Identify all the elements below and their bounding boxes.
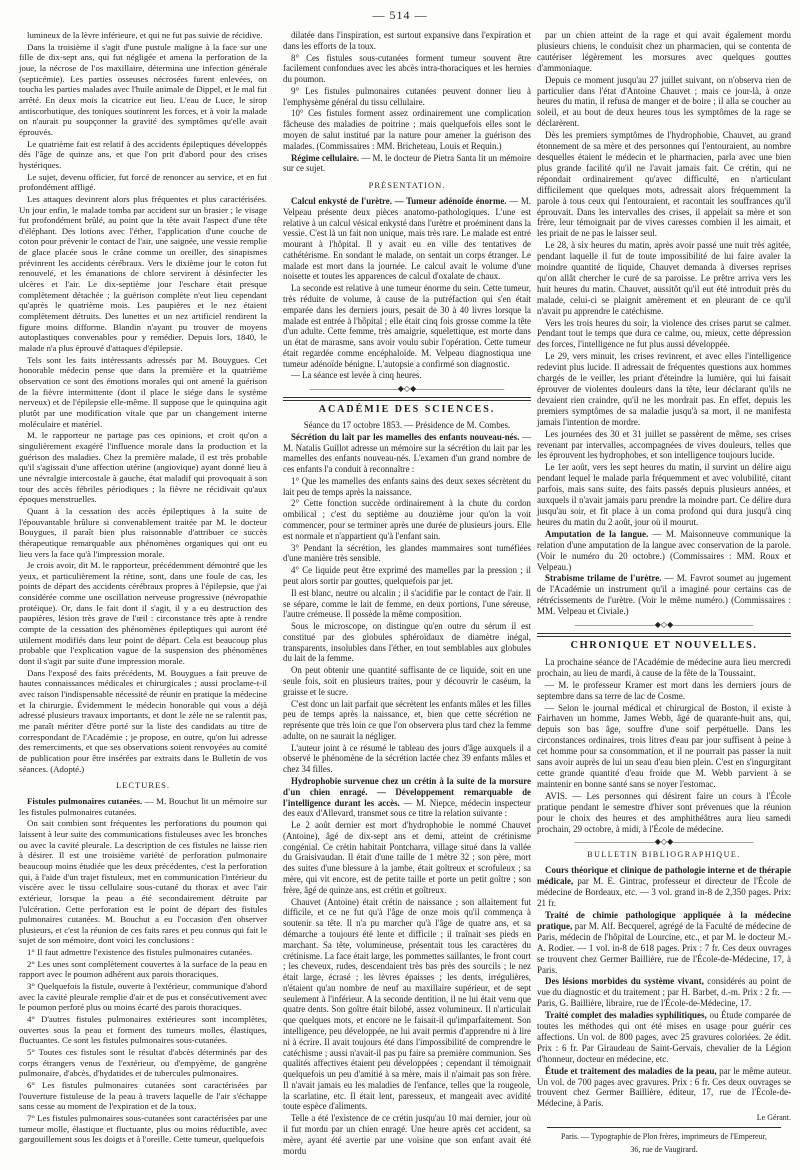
paragraph: 5° Toutes ces fistules sont le résultat d'abcès déterminés par des corps étrangers venus de l'extérieur, ou d'empyème, de gangrène pulmonaire, d'abcès, d'hydatides et de tubercules pulmonaires. xyxy=(19,1047,267,1079)
paragraph: Fistules pulmonaires cutanées. — M. Bouchut lit un mémoire sur les fistules pulmonaires cutanées. xyxy=(19,795,267,817)
biblio-entry: Étude et traitement des maladies de la peau, par le même auteur. Un vol. de 700 pages avec gravures. Prix : 6 fr. Ces deux ouvrages se trouvent chez Germer Baillière, éditeur, 17, rue de l'École-de-Médecine, à Paris. xyxy=(537,1065,792,1109)
paragraph: Dans l'exposé des faits précédents, M. Bouygues a fait preuve de hautes connaissances médicales et chirurgicales ; aussi proclame-t-il avec raison l'indispensable nécessité de réunir en pratique la médecine et la chirurgie. Évidemment le médecin honorable qui vous a déjà adressé plusieurs travaux importants, et dont le zèle ne se ralentit pas, me paraît mériter d'être porté sur la liste des candidats au titre de correspondant de l'Académie ; je propose, en outre, qu'on lui adresse des remerciments, et que ses observations soient renvoyées au comité de publication pour être insérées par extraits dans le Bulletin de vos séances. (Adopté.) xyxy=(19,667,267,774)
paragraph: 6° Les fistules pulmonaires cutanées sont caractérisées par l'ouverture fistuleuse de la peau à travers laquelle de l'air s'échappe sans cesse au moment de l'expiration et de la toux. xyxy=(19,1080,267,1112)
paragraph: Dès les premiers symptômes de l'hydrophobie, Chauvet, au grand étonnement de sa mère et des personnes qui l'entouraient, au nombre desquelles étaient le médecin et le pharmacien, parla avec une bien plus grande facilité qu'il ne l'avait jamais fait. Ce crétin, qui ne répondait ordinairement qu'avec difficulté, en n'articulant difficilement que quelques mots, adressait alors fréquemment la parole à tous ceux qui l'entouraient, et racontait les souffrances qu'il éprouvait. Dans les intervalles des crises, il appelait sa mère et son frère, leur témoignait par de vives caresses combien il les aimait, et les priait de ne pas le laisser seul. xyxy=(537,130,791,239)
paragraph: Le sujet, devenu officier, fut forcé de renoncer au service, et en fut profondément affligé. xyxy=(19,171,267,193)
paragraph: C'est donc un lait parfait que sécrètent les enfants mâles et les filles peu de temps après la naissance, et, bien que cette sécrétion ne représente que très loin ce que l'on observera plus tard chez la femme adulte, on ne saurait la négliger. xyxy=(283,698,531,741)
paragraph: L'auteur joint à ce résumé le tableau des jours d'âge auxquels il a observé le phénomène de la sécrétion lactée chez 39 enfants mâles et chez 34 filles. xyxy=(283,742,531,775)
paragraph: 10° Ces fistules forment assez ordinairement une complication fâcheuse des maladies de poitrine ; mais quelquefois elles sont le moyen de salut institué par la nature pour amener la guérison des malades. (Commissaires : MM. Bricheteau, Louis et Requin.) xyxy=(283,108,531,151)
secretion-paragraph: Sécrétion du lait par les mamelles des enfants nouveau-nés. — M. Natalis Guillot adresse un mémoire sur la sécrétion du lait par les mamelles des enfants nouveau-nés. L'examen d'un grand nombre de ces enfants l'a conduit à reconnaître : xyxy=(283,431,531,475)
paragraph: M. le rapporteur ne partage pas ces opinions, et croit qu'on a singulièrement exagéré l'influence morale dans la production et la guérison des maladies. Chez la première malade, il est très probable qu'il s'agissait d'une affection utérine (angiovique) ayant donné lieu à une névralgie intercostale à gauche, état maladif qui provoquait à son tour des accès fébriles périodiques ; la fièvre ne récidivait qu'aux époques menstruelles. xyxy=(19,430,267,505)
report-paragraphs xyxy=(19,30,267,774)
lectures-heading: LECTURES. xyxy=(115,780,171,791)
paragraph: 1° Que les mamelles des enfants sains des deux sexes sécrètent du lait peu de temps après la naissance. xyxy=(283,475,531,497)
paragraph: On peut obtenir une quantité suffisante de ce liquide, soit en une seule fois, soit en plusieurs traites, pour y découvrir le caséum, la graisse et le sucre. xyxy=(283,665,531,697)
biblio-heading: BULLETIN BIBLIOGRAPHIQUE. xyxy=(587,850,741,860)
paragraph: La prochaine séance de l'Académie de médecine aura lieu mercredi prochain, au lieu de mardi, à cause de la fête de la Toussaint. xyxy=(537,656,791,678)
paragraph: 3° Pendant la sécrétion, les glandes mammaires sont tuméfiées d'une manière très sensible. xyxy=(283,542,531,564)
paragraph: Le 2 août dernier est mort d'hydrophobie le nommé Chauvet (Antoine), âgé de dix-sept ans et demi, atteint de crétinisme congénial. Ce crétin habitait Pontcharra, village situé dans la vallée du Graisivaudan. Il était d'une taille de 1 mètre 32 ; son père, mort des suites d'une blessure à la jambe, était goîtreux et scrofuleux ; sa mère, qui vit encore, est de petite taille et porte un petit goître ; son frère, âgé de quinze ans, est crétin et goîtreux. xyxy=(283,820,531,895)
presentation-heading: PRÉSENTATION. xyxy=(368,180,446,191)
paragraph: 7° Les fistules pulmonaires sous-cutanées sont caractérisées par une tumeur molle, élastique et fluctuante, plus ou moins réductible, avec gargouillement sous les doigts et à l'oreille. Cette tumeur, quelquefois xyxy=(19,1112,267,1145)
paragraph: La seconde est relative à une tumeur énorme du sein. Cette tumeur, très réduite de volume, à cause de la putréfaction qui s'en était emparée dans les derniers jours, pesait de 30 à 40 livres lorsque la malade est entrée à l'hôpital ; elle était cinq fois grosse comme la tête d'un adulte. Cette femme, très amaigrie, squelettique, est morte dans un état de marasme, sans avoir voulu subir l'opération. Cette tumeur était regardée comme encéphaloïde. M. Velpeau diagnostiqua une tumeur adénoïde bénigne. L'autopsie a confirmé son diagnostic. xyxy=(283,283,531,369)
divider-ornament: ――――――――――◆◇◆―――――――――― xyxy=(574,620,754,630)
paragraph: Il est blanc, neutre ou alcalin ; il s'acidifie par le contact de l'air. Il se sépare, comme le lait de femme, en deux portions, l'une séreuse, l'autre crémeuse. Il possède la même composition. xyxy=(283,587,531,620)
paragraph: Depuis ce moment jusqu'au 27 juillet suivant, on n'observa rien de particulier dans l'état d'Antoine Chauvet ; mais ce jour-là, à onze heures du matin, il refusa de manger et de boire ; il alla se coucher au soleil, et au bout de deux heures tous les symptômes de la rage se déclarèrent. xyxy=(537,74,791,129)
tumor-paragraphs xyxy=(283,283,531,381)
double-rule xyxy=(283,397,531,401)
divider-ornament: ――――――――――◆◇◆―――――――――― xyxy=(574,837,754,847)
paragraph: — M. le professeur Kramer est mort dans les derniers jours de septembre dans sa terre de lac de Cosme. xyxy=(537,679,791,701)
biblio-entry: Traité de chimie pathologique appliquée à la médecine pratique, par M. Alf. Becquerel, agrégé de la Faculté de médecine de Paris, médecin de l'hôpital de Lourcine, etc., et par M. le docteur M.-A. Rodier. — 1 vol. in-8 de 618 pages. Prix : 7 fr. Ces deux ouvrages se trouvent chez Germer Baillière, rue de l'École-de-Médecine, 17, à Paris. xyxy=(537,909,791,975)
seance-line: Séance du 17 octobre 1853. — Présidence de M. Combes. xyxy=(303,420,511,430)
printer-rule xyxy=(547,1127,781,1128)
page-number: — 514 — xyxy=(372,8,428,22)
divider-ornament: ―――――――――――◆◇◆――――――――――― xyxy=(309,384,505,394)
paragraph: Chauvet (Antoine) était crétin de naissance ; son allaitement fut difficile, et ce ne fut qu'à l'âge de onze mois qu'il commença à soutenir sa tête. Il n'a pu marcher qu'à l'âge de quatre ans, et sa démarche a toujours été lente et difficile ; il traînait ses pieds en marchant. Sa tête, volumineuse, présentait tous les caractères du crétinisme. La face était large, les pommettes saillantes, le front court ; les cheveux, rudes, descendaient très bas près des sourcils ; le nez était large, écrasé ; les lèvres épaisses ; les dents, irrégulières, n'étaient qu'au nombre de neuf au maxillaire supérieur, et de sept seulement à l'inférieur. A la seconde dentition, il ne lui était venu que quatre dents. Son goître était bilobé, assez volumineux. Il n'articulait que quelques mots, et encore ne le faisait-il qu'imparfaitement. Son intelligence, peu développée, ne lui avait permis d'apprendre ni à lire ni à écrire. Il avait toujours été dans l'impossibilité de comprendre le catéchisme ; aussi n'avait-il pas pu faire sa première communion. Ses qualités affectives étaient peu développées ; cependant il témoignait quelquefois un peu d'amitié à sa mère, mais il n'aimait pas son frère. Il n'avait jamais eu les maladies de l'enfance, telles que la rougeole, la scarlatine, etc. Il était lent, paresseux, et mangeait avec avidité toute espèce d'aliments. xyxy=(283,896,531,1112)
paragraph: Les attaques devinrent alors plus fréquentes et plus caractérisées. Un jour enfin, le malade tomba par accident sur un brasier ; le visage fut profondément brûlé, au point que la tête avait l'aspect d'une tête d'éléphant. Des lotions avec l'éther, l'application d'une couche de coton pour prévenir le contact de l'air, une saignée, une vessie remplie de glace placée sous le crâne comme un oreiller, des sinapismes prévinrent les accidents cérébraux. Vers le dixième jour le coton fut renouvelé, et les émanations de chlore servirent à désinfecter les ulcères et l'air. Le dix-septième jour l'eschare était presque complètement détachée ; la guérison complète n'eut lieu cependant qu'après le quatrième mois. Les paupières et le nez étaient complètement détruits. Des lunettes et un nez artificiel rendirent la figure moins difforme. Blandin n'ayant pu trouver de moyens autoplastiques convenables pour y remédier. Depuis lors, 1840, le malade n'a plus éprouvé d'attaques d'épilepsie. xyxy=(19,193,267,354)
fistula-conclusions xyxy=(283,30,531,152)
paragraph: Dans la troisième il s'agit d'une pustule maligne à la face sur une fille de dix-sept ans, qui fut négligée et amena la perforation de la joue, la nécrose de l'os maxillaire, détermina une infection générale (septicémie). Les parties osseuses nécrosées furent enlevées, on toucha les parties malades avec l'huile animale de Dippel, et le mal fut arrêté. En deux mois la cicatrice eut lieu. L'eau de Luce, le sirop antiscorbutique, des toniques soutinrent les forces, et à voir la malade on n'aurait pu soupçonner la gravité des symptômes qu'elle avait éprouvés. xyxy=(19,41,267,137)
chronique-heading: CHRONIQUE ET NOUVELLES. xyxy=(570,640,758,652)
paragraph: 2° Les unes sont complètement couvertes à la surface de la peau en rapport avec le poumon adhérent aux parois thoraciques. xyxy=(19,958,267,980)
column-middle xyxy=(283,30,531,1157)
regime-paragraph: Régime cellulaire. — M. le docteur de Pietra Santa lit un mémoire sur ce sujet. xyxy=(283,152,531,174)
paragraph: lumineux de la lèvre inférieure, et qui ne fut pas suivie de récidive. xyxy=(27,30,263,40)
double-rule xyxy=(537,633,791,637)
biblio-entry: Des lésions morbides du système vivant, considérés au point de vue du diagnostic et du traitement ; par H. Barbet, d.-m. Prix : 2 fr. — Paris, G. Baillière, libraire, rue de l'École-de-Médecine, 17. xyxy=(537,976,791,1009)
paragraph: Le quatrième fait est relatif à des accidents épileptiques développés dès l'âge de quinze ans, et que l'on prit d'abord pour des crises hystériques. xyxy=(19,138,267,170)
printer-line-2: 36, rue de Vaugirard. xyxy=(630,1145,698,1155)
paragraph: 1° Il faut admettre l'existence des fistules pulmonaires cutanées. xyxy=(27,947,253,958)
paragraph: dilatée dans l'inspiration, est surtout expansive dans l'expiration et dans les efforts de la toux. xyxy=(283,30,531,51)
secretion-findings xyxy=(283,476,531,775)
column-left xyxy=(19,30,267,1146)
calcul-paragraph: Calcul enkysté de l'urètre. — Tumeur adénoïde énorme. — M. Velpeau présente deux pièces anatomo-pathologiques. L'une est relative à un calcul vésical enkysté dans l'urètre et proéminent dans la vessie. C'est là un fait non unique, mais très rare. Le malade est entré mourant à l'hôpital. Il y avait eu en ville des tentatives de cathétérisme. En sondant le malade, on sentait un corps étranger. Le malade est mort dans la journée. Le calcul avait le volume d'une noisette et toutes les apparences de calcul d'oxalate de chaux. xyxy=(283,195,531,282)
paragraph: Le 1er août, vers les sept heures du matin, il survint un délire aigu pendant lequel le malade parla fréquemment et avec volubilité, citant parfois, mais sans suite, des faits passés depuis plusieurs années, et auxquels il n'avait jamais paru prendre la moindre part. Ce délire dura jusqu'au soir, et fit place à un coma profond qui dura jusqu'à cinq heures du matin du 2 août, jour où il mourut. xyxy=(537,462,791,527)
paragraph: 8° Ces fistules sous-cutanées forment tumeur souvent être facilement confondues avec les abcès intra-thoraciques et les hernies du poumon. xyxy=(283,52,531,85)
paragraph: 9° Les fistules pulmonaires cutanées peuvent donner lieu à l'emphysème général du tissu cellulaire. xyxy=(283,85,531,107)
paragraph: 3° Quelquefois la fistule, ouverte à l'extérieur, communique d'abord avec la cavité pleurale remplie d'air et de pus et consécutivement avec le poumon perforé plus ou moins écarté des parois thoraciques. xyxy=(19,981,267,1013)
paragraph: — Selon le journal médical et chirurgical de Boston, il existe à Fairhaven un homme, James Webb, âgé de quarante-huit ans, qui, depuis son bas âge, souffre d'une soif perpétuelle. Dans les circonstances ordinaires, trois litres d'eau par jour suffisent à peine à cet homme pour sa consommation, et il ne pourrait pas passer la nuit sans avoir auprès de lui un seau d'eau bien plein. C'est en s'ingurgitant cette grande quantité d'eau froide que M. Webb parvient à se maintenir en bonne santé sans se noyer l'estomac. xyxy=(537,702,791,789)
paragraph: Telle a été l'existence de ce crétin jusqu'au 10 mai dernier, jour où il fut mordu par un chien enragé. Une heure après cet accident, sa mère, ayant été avertie par une voisine que son enfant avait été mordu xyxy=(283,1113,531,1156)
hydro-continued xyxy=(537,30,791,528)
paragraph: Vers les trois heures du soir, la violence des crises parut se calmer. Pendant tout le temps que dura ce calme, ou, mieux, cette dépression des forces, l'intelligence ne fut plus aussi développée. xyxy=(537,317,791,350)
paragraph: 2° Cette fonction succède ordinairement à la chute du cordon ombilical ; c'est du septième au douzième jour qu'on la voit commencer, pour se terminer après une durée de plusieurs jours. Elle est normale et n'appartient qu'à l'enfant sain. xyxy=(283,498,531,541)
paragraph: 4° Ce liquide peut être exprimé des mamelles par la pression ; il peut alors sortir par gouttes, quelquefois par jet. xyxy=(283,565,531,586)
column-right xyxy=(537,30,791,1155)
biblio-entry: Cours théorique et clinique de pathologie interne et de thérapie médicale, par M. E. Gintrac, professeur et directeur de l'École de médecine de Bordeaux, etc. — 3 vol. grand in-8 de 2,350 pages. Prix: 21 fr. xyxy=(537,865,791,909)
paragraph: Je crois avoir, dit M. le rapporteur, précédemment démontré que les yeux, et particulièrement la rétine, sont, dans une foule de cas, les points de départ des accidents cérébraux propres à l'épilepsie, que j'ai considérée comme une oscillation nerveuse progressive (névropathie protéique). Or, dans le fait dont il s'agit, il y a eu destruction des paupières, lésion très grave de l'œil : circonstance très apte à rendre compte de la cessation des phénomènes épileptiques qui auront été utilement modifiés dans leur point de départ. Cela est beaucoup plus probable que l'explication vague de la suspension des phénomènes dont il s'agit par suite d'une impression morale. xyxy=(19,560,267,667)
paragraph: Les journées des 30 et 31 juillet se passèrent de même, ses crises revenant par intervalles, accompagnées de vives douleurs, telles que les éprouvent les hydrophobes, et son intelligence toujours lucide. xyxy=(537,428,791,461)
biblio-entry: Traité complet des maladies syphilitiques, ou Étude comparée de toutes les méthodes qui ont été mises en usage pour guérir ces affections. Un vol. de 800 pages, avec 25 gravures coloriées. 2e édit. Prix : 6 fr. Par Giraudeau de Saint-Gervais, chevalier de la Légion d'honneur, docteur en médecine, etc. xyxy=(537,1010,791,1064)
paragraph: Quant à la cessation des accès épileptiques à la suite de l'épouvantable brûlure si convenablement traitée par M. le docteur Bouygues, il paraît bien plus raisonnable d'attribuer ce succès thérapeutique remarquable aux phénomènes organiques qui ont eu lieu vers la face qu'à l'impression morale. xyxy=(19,505,267,559)
paragraph: AVIS. — Les personnes qui désirent faire un cours à l'École pratique pendant le semestre d'hiver sont prévenues que la réunion pour le choix des heures et des amphithéâtres aura lieu samedi prochain, 29 octobre, à midi, à l'École de médecine. xyxy=(537,790,791,834)
gerant-signature: Le Gérant. xyxy=(756,1113,791,1123)
paragraph: par un chien atteint de la rage et qui avait également mordu plusieurs chiens, le conduisit chez un pharmacien, qui se contenta de cautériser légèrement les morsures avec quelques gouttes d'ammoniaque. xyxy=(537,30,791,73)
strabisme-paragraph: Strabisme trilame de l'urètre. — M. Favrot soumet au jugement de l'Académie un instrument qu'il a imaginé pour certains cas de rétrécissements de l'urètre. (Voir le même numéro.) (Commissaires : MM. Velpeau et Civiale.) xyxy=(537,573,791,617)
amputation-paragraph: Amputation de la langue. — M. Maisonneuve communique la relation d'une amputation de la langue avec conservation de la parole. (Voir le numéro du 20 octobre.) (Commissaires : MM. Roux et Velpeau.) xyxy=(537,528,791,572)
hydro-paragraph: Hydrophobie survenue chez un crétin à la suite de la morsure d'un chien enragé. — Développement remarquable de l'intelligence durant les accès. — M. Niepce, médecin inspecteur des eaux d'Allevard, transmet sous ce titre la relation suivante : xyxy=(283,776,531,819)
paragraph: Sous le microscope, on distingue qu'en outre du sérum il est constitué par des globules sphéroïdaux de diamètre inégal, transparents, insolubles dans l'éther, en tout semblables aux globules du lait de la femme. xyxy=(283,621,531,664)
lectures-paragraphs xyxy=(19,796,267,1145)
paragraph: On sait combien sont fréquentes les perforations du poumon qui laissent à leur suite des communications fistuleuses avec les bronches ou avec la cavité pleurale. La description de ces fistules ne laisse rien à désirer. Il est une troisième variété de perforation pulmonaire beaucoup moins étudiée que les deux précédentes, c'est la perforation qui, à l'aide d'un trajet fistuleux, met en communication l'intérieur du viscère avec le tissu cellulaire sous-cutané du thorax et avec l'air extérieur, lorsque la peau a été secondairement détruite par l'ulcération. Cette perforation est le point de départ des fistules pulmonaires cutanées. M. Bouchut a eu l'occasion d'en observer plusieurs, et c'est la réunion de ces faits rares et peu connus qui fait le sujet de son mémoire, dont voici les conclusions : xyxy=(19,818,267,946)
paragraph: Le 29, vers minuit, les crises revinrent, et avec elles l'intelligence redevint plus lucide. Il adressait de fréquentes questions aux hommes chargés de le veiller, les priant d'éteindre la lumière, qui lui faisait éprouver de violentes douleurs dans la tête, leur déclarant qu'ils ne devaient rien craindre, qu'il ne les mordrait pas. En effet, depuis les premiers symptômes de sa maladie jusqu'à sa mort, il ne manifesta jamais l'intention de mordre. xyxy=(537,351,791,427)
paragraph: Tels sont les faits intéressants adressés par M. Bouygues. Cet honorable médecin pense que dans la première et la quatrième observation ce sont des émotions morales qui ont amené la guérison de la fièvre intermittente (dont il place le siége dans le système nerveux) et de l'épilepsie elle-même. Il suppose que le quinquina agit plutôt par une modification vitale que par un changement interne moléculaire et matériel. xyxy=(19,354,267,429)
printer-line-1: Paris. — Typographie de Plon frères, imprimeurs de l'Empereur, xyxy=(561,1131,767,1141)
biblio-entries xyxy=(537,865,791,1109)
hydro-paragraphs xyxy=(283,820,531,1156)
paragraph: Le 28, à six heures du matin, après avoir passé une nuit très agitée, pendant laquelle il fut de toute impossibilité de lui faire avaler la moindre quantité de liquide, Chauvet demanda à diverses reprises qu'on allât chercher le curé de sa paroisse. Le prêtre arriva vers les huit heures du matin. Chauvet, aussitôt qu'il eut été introduit près du malade, celui-ci se plaignit amèrement et en pleurant de ce qu'il n'avait pu apprendre le catéchisme. xyxy=(537,240,791,316)
academie-heading: ACADÉMIE DES SCIENCES. xyxy=(318,404,496,416)
paragraph: 4° D'autres fistules pulmonaires extérieures sont incomplètes, ouvertes sous la peau et forment des tumeurs molles, élastiques, fluctuantes. Ce sont les fistules pulmonaires sous-cutanées. xyxy=(19,1014,267,1046)
chronique-paragraphs xyxy=(537,657,791,835)
paragraph: — La séance est levée à cinq heures. xyxy=(291,370,422,381)
